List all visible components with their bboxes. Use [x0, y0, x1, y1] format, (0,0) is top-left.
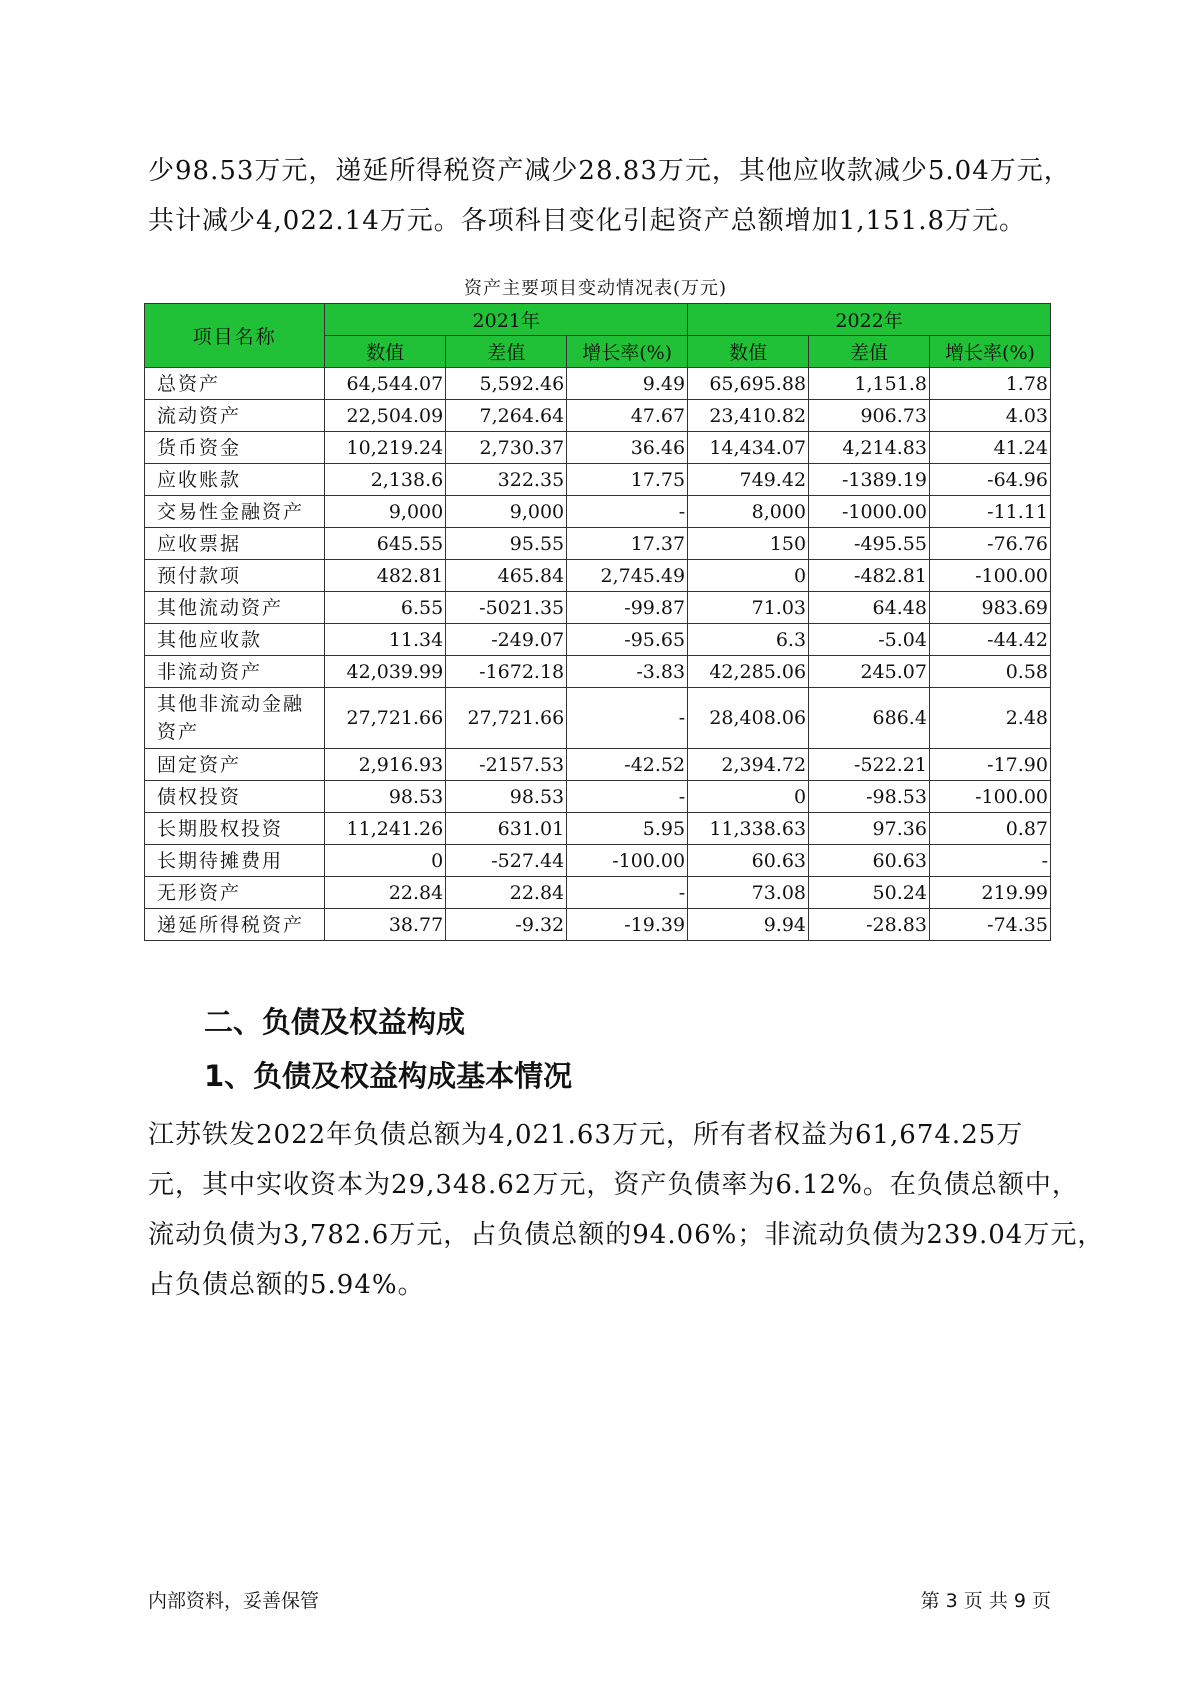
cell-item-name: 固定资产 [145, 749, 325, 781]
asset-change-table [144, 303, 1051, 941]
section-heading: 二、负债及权益构成 [204, 1005, 466, 1039]
footer-confidential-note: 内部资料，妥善保管 [148, 1590, 320, 1612]
table-caption: 资产主要项目变动情况表(万元) [463, 278, 728, 299]
table-row [145, 400, 1051, 432]
cell-growth-2021: -95.65 [567, 624, 688, 656]
cell-diff-2022: 4,214.83 [809, 432, 930, 464]
header-item-name: 项目名称 [145, 304, 325, 368]
header-diff-2022: 差值 [809, 336, 930, 368]
cell-growth-2022: -100.00 [929, 781, 1050, 813]
header-year-2021: 2021年 [325, 304, 688, 336]
cell-value-2021: 64,544.07 [325, 368, 446, 400]
cell-diff-2021: 5,592.46 [446, 368, 567, 400]
cell-item-name: 应收账款 [145, 464, 325, 496]
cell-value-2022: 71.03 [688, 592, 809, 624]
cell-item-name: 货币资金 [145, 432, 325, 464]
cell-growth-2021: 5.95 [567, 813, 688, 845]
cell-growth-2021: -99.87 [567, 592, 688, 624]
cell-growth-2022: -11.11 [929, 496, 1050, 528]
cell-diff-2022: 686.4 [809, 688, 930, 749]
cell-item-name: 长期待摊费用 [145, 845, 325, 877]
cell-value-2021: 42,039.99 [325, 656, 446, 688]
cell-diff-2022: -5.04 [809, 624, 930, 656]
cell-growth-2022: 2.48 [929, 688, 1050, 749]
paragraph-line: 流动负债为3,782.6万元，占负债总额的94.06%；非流动负债为239.04万元， [148, 1220, 1105, 1250]
cell-diff-2022: -28.83 [809, 909, 930, 941]
cell-growth-2021: 17.75 [567, 464, 688, 496]
header-growth-2022: 增长率(%) [929, 336, 1050, 368]
cell-item-name: 交易性金融资产 [145, 496, 325, 528]
cell-growth-2022: 1.78 [929, 368, 1050, 400]
cell-value-2022: 0 [688, 781, 809, 813]
cell-growth-2021: 36.46 [567, 432, 688, 464]
cell-value-2022: 73.08 [688, 877, 809, 909]
cell-diff-2021: -9.32 [446, 909, 567, 941]
cell-diff-2022: -1000.00 [809, 496, 930, 528]
cell-item-name: 预付款项 [145, 560, 325, 592]
cell-growth-2022: 0.58 [929, 656, 1050, 688]
cell-value-2021: 645.55 [325, 528, 446, 560]
cell-growth-2022: -64.96 [929, 464, 1050, 496]
cell-growth-2021: - [567, 688, 688, 749]
cell-value-2022: 42,285.06 [688, 656, 809, 688]
table-row [145, 656, 1051, 688]
cell-value-2022: 28,408.06 [688, 688, 809, 749]
cell-item-name: 总资产 [145, 368, 325, 400]
cell-item-name: 其他流动资产 [145, 592, 325, 624]
cell-value-2022: 11,338.63 [688, 813, 809, 845]
cell-value-2021: 9,000 [325, 496, 446, 528]
cell-diff-2021: -249.07 [446, 624, 567, 656]
cell-value-2022: 2,394.72 [688, 749, 809, 781]
cell-diff-2021: 22.84 [446, 877, 567, 909]
cell-diff-2021: 322.35 [446, 464, 567, 496]
cell-diff-2022: 50.24 [809, 877, 930, 909]
table-row [145, 813, 1051, 845]
cell-value-2022: 0 [688, 560, 809, 592]
cell-growth-2022: -44.42 [929, 624, 1050, 656]
table-row [145, 560, 1051, 592]
cell-diff-2022: 64.48 [809, 592, 930, 624]
cell-item-name: 无形资产 [145, 877, 325, 909]
cell-value-2021: 482.81 [325, 560, 446, 592]
cell-diff-2022: 1,151.8 [809, 368, 930, 400]
paragraph-line: 江苏铁发2022年负债总额为4,021.63万元，所有者权益为61,674.25万 [148, 1120, 1024, 1150]
cell-value-2022: 150 [688, 528, 809, 560]
table-row [145, 496, 1051, 528]
cell-growth-2022: -100.00 [929, 560, 1050, 592]
cell-growth-2021: - [567, 877, 688, 909]
cell-diff-2021: 9,000 [446, 496, 567, 528]
cell-value-2021: 10,219.24 [325, 432, 446, 464]
header-value-2021: 数值 [325, 336, 446, 368]
cell-diff-2022: -1389.19 [809, 464, 930, 496]
cell-diff-2021: 2,730.37 [446, 432, 567, 464]
table-row [145, 464, 1051, 496]
cell-growth-2021: 2,745.49 [567, 560, 688, 592]
cell-value-2021: 6.55 [325, 592, 446, 624]
cell-diff-2021: 631.01 [446, 813, 567, 845]
cell-value-2021: 38.77 [325, 909, 446, 941]
paragraph-line: 占负债总额的5.94%。 [148, 1270, 425, 1300]
cell-value-2022: 9.94 [688, 909, 809, 941]
cell-growth-2021: -42.52 [567, 749, 688, 781]
cell-growth-2021: 47.67 [567, 400, 688, 432]
footer-page-number: 第 3 页 共 9 页 [920, 1590, 1051, 1612]
cell-growth-2022: - [929, 845, 1050, 877]
table-row [145, 528, 1051, 560]
cell-diff-2021: 98.53 [446, 781, 567, 813]
table-row [145, 624, 1051, 656]
table-row [145, 432, 1051, 464]
cell-growth-2022: 983.69 [929, 592, 1050, 624]
cell-growth-2021: 9.49 [567, 368, 688, 400]
cell-value-2021: 2,138.6 [325, 464, 446, 496]
cell-value-2022: 14,434.07 [688, 432, 809, 464]
cell-growth-2022: 219.99 [929, 877, 1050, 909]
liability-paragraph [148, 1110, 1105, 1310]
cell-value-2022: 749.42 [688, 464, 809, 496]
cell-growth-2021: - [567, 496, 688, 528]
cell-diff-2022: -495.55 [809, 528, 930, 560]
paragraph-line: 少98.53万元，递延所得税资产减少28.83万元，其他应收款减少5.04万元， [148, 156, 1071, 186]
cell-item-name: 长期股权投资 [145, 813, 325, 845]
cell-growth-2022: 4.03 [929, 400, 1050, 432]
cell-growth-2021: 17.37 [567, 528, 688, 560]
cell-item-name: 其他非流动金融资产 [145, 688, 325, 749]
cell-value-2021: 11.34 [325, 624, 446, 656]
cell-item-name: 流动资产 [145, 400, 325, 432]
cell-item-name: 债权投资 [145, 781, 325, 813]
cell-diff-2021: 95.55 [446, 528, 567, 560]
cell-diff-2022: 245.07 [809, 656, 930, 688]
header-year-2022: 2022年 [688, 304, 1051, 336]
header-value-2022: 数值 [688, 336, 809, 368]
subsection-heading: 1、负债及权益构成基本情况 [204, 1059, 573, 1093]
cell-value-2021: 27,721.66 [325, 688, 446, 749]
cell-diff-2022: 97.36 [809, 813, 930, 845]
table-row [145, 368, 1051, 400]
cell-diff-2021: 465.84 [446, 560, 567, 592]
cell-growth-2021: -3.83 [567, 656, 688, 688]
cell-item-name: 非流动资产 [145, 656, 325, 688]
table-row [145, 749, 1051, 781]
cell-value-2022: 65,695.88 [688, 368, 809, 400]
table-body [145, 368, 1051, 941]
table-row [145, 688, 1051, 749]
cell-growth-2022: -76.76 [929, 528, 1050, 560]
cell-diff-2021: -2157.53 [446, 749, 567, 781]
cell-diff-2021: 7,264.64 [446, 400, 567, 432]
cell-item-name: 应收票据 [145, 528, 325, 560]
cell-value-2022: 60.63 [688, 845, 809, 877]
cell-value-2021: 22.84 [325, 877, 446, 909]
table-row [145, 781, 1051, 813]
cell-growth-2022: 41.24 [929, 432, 1050, 464]
cell-diff-2021: 27,721.66 [446, 688, 567, 749]
intro-paragraph [148, 146, 1071, 246]
cell-diff-2021: -1672.18 [446, 656, 567, 688]
table-row [145, 845, 1051, 877]
cell-diff-2021: -5021.35 [446, 592, 567, 624]
cell-diff-2022: 60.63 [809, 845, 930, 877]
cell-item-name: 其他应收款 [145, 624, 325, 656]
header-growth-2021: 增长率(%) [567, 336, 688, 368]
paragraph-line: 元，其中实收资本为29,348.62万元，资产负债率为6.12%。在负债总额中， [148, 1170, 1079, 1200]
cell-value-2021: 0 [325, 845, 446, 877]
table-row [145, 909, 1051, 941]
cell-growth-2022: 0.87 [929, 813, 1050, 845]
table-header-row [145, 304, 1051, 336]
cell-value-2021: 11,241.26 [325, 813, 446, 845]
cell-value-2021: 98.53 [325, 781, 446, 813]
paragraph-line: 共计减少4,022.14万元。各项科目变化引起资产总额增加1,151.8万元。 [148, 206, 1027, 236]
cell-diff-2022: 906.73 [809, 400, 930, 432]
cell-value-2021: 22,504.09 [325, 400, 446, 432]
cell-growth-2021: -19.39 [567, 909, 688, 941]
cell-diff-2022: -522.21 [809, 749, 930, 781]
cell-value-2021: 2,916.93 [325, 749, 446, 781]
cell-item-name: 递延所得税资产 [145, 909, 325, 941]
cell-value-2022: 23,410.82 [688, 400, 809, 432]
table-row [145, 877, 1051, 909]
cell-diff-2021: -527.44 [446, 845, 567, 877]
cell-value-2022: 6.3 [688, 624, 809, 656]
cell-diff-2022: -482.81 [809, 560, 930, 592]
cell-growth-2021: -100.00 [567, 845, 688, 877]
cell-growth-2022: -74.35 [929, 909, 1050, 941]
cell-value-2022: 8,000 [688, 496, 809, 528]
cell-diff-2022: -98.53 [809, 781, 930, 813]
header-diff-2021: 差值 [446, 336, 567, 368]
cell-growth-2021: - [567, 781, 688, 813]
cell-growth-2022: -17.90 [929, 749, 1050, 781]
table-row [145, 592, 1051, 624]
